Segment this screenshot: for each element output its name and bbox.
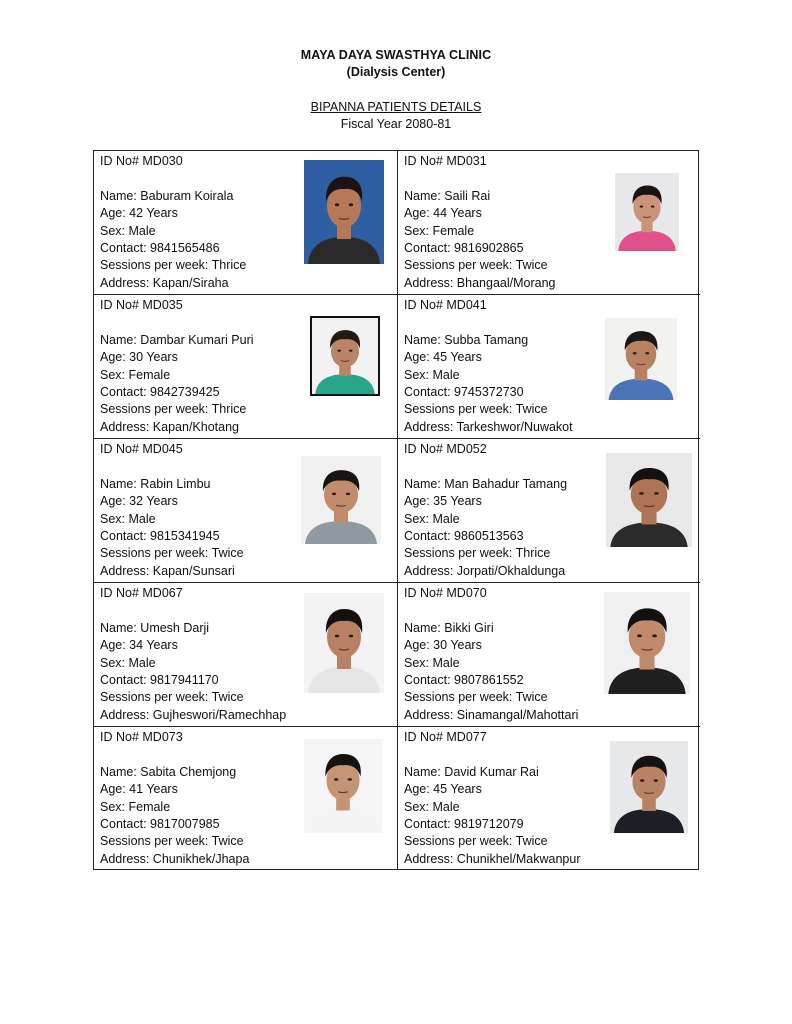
patient-address: Address: Chunikhek/Jhapa	[100, 851, 250, 866]
fiscal-year: Fiscal Year 2080-81	[340, 117, 452, 131]
patient-id: ID No# MD045	[100, 442, 183, 456]
patient-photo	[301, 456, 381, 544]
patient-card	[398, 295, 700, 439]
patient-photo-icon	[604, 592, 690, 694]
patient-card	[398, 151, 700, 295]
patient-sex: Sex: Female	[100, 367, 171, 382]
patient-card	[94, 439, 398, 583]
patient-sessions: Sessions per week: Twice	[100, 690, 244, 705]
patient-address: Address: Sinamangal/Mahottari	[404, 707, 579, 722]
patient-contact: Contact: 9819712079	[404, 817, 524, 832]
patient-address: Address: Kapan/Sunsari	[100, 563, 235, 578]
patient-card	[94, 727, 398, 869]
patient-sex: Sex: Male	[404, 655, 460, 670]
patient-photo-icon	[610, 741, 688, 833]
patient-photo	[304, 739, 382, 833]
patient-sex: Sex: Male	[100, 223, 156, 238]
patient-name: Name: Bikki Giri	[404, 620, 494, 635]
patient-sessions: Sessions per week: Twice	[100, 834, 244, 849]
patient-age: Age: 44 Years	[404, 206, 482, 221]
patient-name: Name: Dambar Kumari Puri	[100, 332, 254, 347]
patient-photo-icon	[605, 318, 677, 400]
patient-photo	[604, 592, 690, 694]
patient-photo-icon	[301, 456, 381, 544]
patient-card	[94, 583, 398, 727]
patient-contact: Contact: 9841565486	[100, 241, 220, 256]
patient-address: Address: Gujheswori/Ramechhap	[100, 707, 287, 722]
clinic-name: MAYA DAYA SWASTHYA CLINIC	[300, 48, 492, 62]
patient-id: ID No# MD035	[100, 298, 183, 312]
patient-photo	[304, 593, 384, 693]
patient-age: Age: 35 Years	[404, 494, 482, 509]
patient-photo-icon	[304, 160, 384, 264]
patient-sessions: Sessions per week: Thrice	[100, 402, 247, 417]
patient-name: Name: David Kumar Rai	[404, 764, 539, 779]
patient-contact: Contact: 9860513563	[404, 529, 524, 544]
patient-photo	[304, 160, 384, 264]
patient-id: ID No# MD067	[100, 586, 183, 600]
patient-photo-icon	[312, 318, 378, 394]
patient-id: ID No# MD070	[404, 586, 487, 600]
patient-id: ID No# MD052	[404, 442, 487, 456]
patients-table	[93, 150, 699, 870]
patient-contact: Contact: 9807861552	[404, 673, 524, 688]
clinic-subtitle: (Dialysis Center)	[346, 65, 446, 79]
patient-photo-icon	[304, 593, 384, 693]
patient-photo-icon	[615, 173, 679, 251]
patient-sessions: Sessions per week: Thrice	[404, 546, 551, 561]
patient-sex: Sex: Male	[404, 799, 460, 814]
patient-age: Age: 45 Years	[404, 782, 482, 797]
patient-photo	[605, 318, 677, 400]
patient-id: ID No# MD031	[404, 154, 487, 168]
patient-name: Name: Rabin Limbu	[100, 476, 211, 491]
patient-photo	[310, 316, 380, 396]
patient-contact: Contact: 9816902865	[404, 241, 524, 256]
patient-sessions: Sessions per week: Twice	[404, 834, 548, 849]
patient-address: Address: Jorpati/Okhaldunga	[404, 563, 566, 578]
patient-photo-icon	[304, 739, 382, 833]
patient-name: Name: Saili Rai	[404, 188, 491, 203]
patient-id: ID No# MD030	[100, 154, 183, 168]
patient-age: Age: 32 Years	[100, 494, 178, 509]
patient-address: Address: Kapan/Siraha	[100, 275, 229, 290]
patient-name: Name: Subba Tamang	[404, 332, 529, 347]
patient-name: Name: Sabita Chemjong	[100, 764, 237, 779]
patient-card	[398, 727, 700, 869]
patient-sessions: Sessions per week: Twice	[404, 402, 548, 417]
patient-age: Age: 45 Years	[404, 350, 482, 365]
patient-contact: Contact: 9817007985	[100, 817, 220, 832]
patient-age: Age: 34 Years	[100, 638, 178, 653]
patient-name: Name: Man Bahadur Tamang	[404, 476, 568, 491]
patient-sessions: Sessions per week: Twice	[100, 546, 244, 561]
patient-contact: Contact: 9745372730	[404, 385, 524, 400]
patient-name: Name: Baburam Koirala	[100, 188, 234, 203]
patient-photo	[610, 741, 688, 833]
patient-sex: Sex: Male	[100, 511, 156, 526]
patient-sessions: Sessions per week: Twice	[404, 258, 548, 273]
patient-photo	[615, 173, 679, 251]
patient-id: ID No# MD041	[404, 298, 487, 312]
patient-card	[94, 151, 398, 295]
patient-id: ID No# MD077	[404, 730, 487, 744]
patient-age: Age: 41 Years	[100, 782, 178, 797]
patient-contact: Contact: 9817941170	[100, 673, 219, 688]
patient-address: Address: Tarkeshwor/Nuwakot	[404, 419, 573, 434]
patient-id: ID No# MD073	[100, 730, 183, 744]
patient-age: Age: 30 Years	[404, 638, 482, 653]
patient-age: Age: 30 Years	[100, 350, 178, 365]
patient-sex: Sex: Female	[404, 223, 475, 238]
patient-sessions: Sessions per week: Twice	[404, 690, 548, 705]
patient-contact: Contact: 9842739425	[100, 385, 220, 400]
patient-age: Age: 42 Years	[100, 206, 178, 221]
patient-card	[94, 295, 398, 439]
patient-sex: Sex: Male	[404, 511, 460, 526]
document-title: BIPANNA PATIENTS DETAILS	[310, 100, 482, 114]
patient-address: Address: Bhangaal/Morang	[404, 275, 556, 290]
patient-address: Address: Chunikhel/Makwanpur	[404, 851, 581, 866]
patient-address: Address: Kapan/Khotang	[100, 419, 239, 434]
patient-card	[398, 439, 700, 583]
patient-sex: Sex: Female	[100, 799, 171, 814]
patient-name: Name: Umesh Darji	[100, 620, 210, 635]
patient-photo	[606, 453, 692, 547]
patient-contact: Contact: 9815341945	[100, 529, 220, 544]
patient-sessions: Sessions per week: Thrice	[100, 258, 247, 273]
patient-photo-icon	[606, 453, 692, 547]
patient-sex: Sex: Male	[404, 367, 460, 382]
patient-card	[398, 583, 700, 727]
patient-sex: Sex: Male	[100, 655, 156, 670]
